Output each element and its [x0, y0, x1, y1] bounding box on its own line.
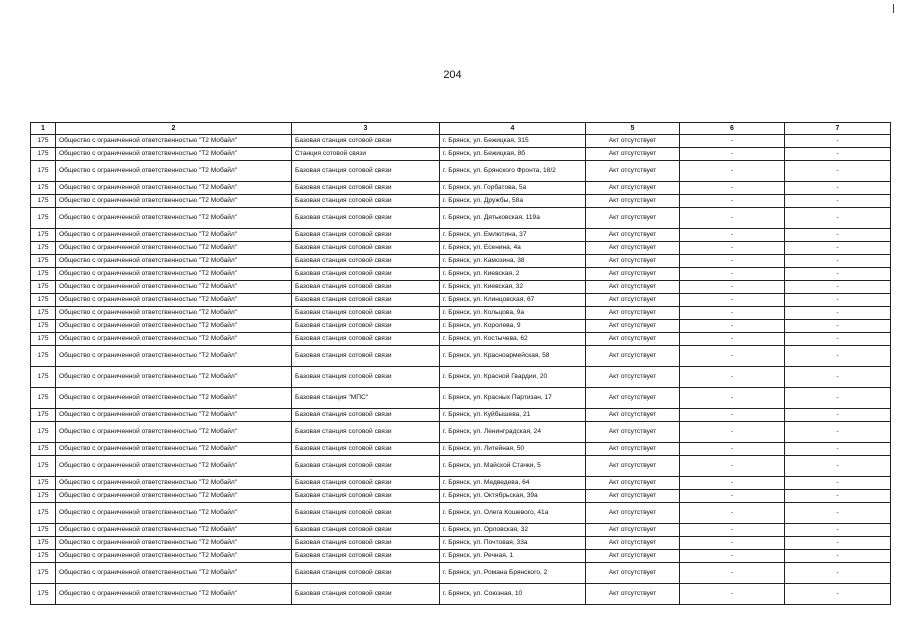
cell-act-status: Акт отсутствует — [586, 443, 680, 456]
cell-col-6: - — [680, 281, 785, 294]
cell-number: 175 — [31, 477, 56, 490]
cell-act-status: Акт отсутствует — [586, 490, 680, 503]
cell-act-status: Акт отсутствует — [586, 182, 680, 195]
table-row — [31, 490, 891, 503]
cell-object-type: Базовая станция сотовой связи — [292, 524, 440, 537]
cell-address: г. Брянск, ул. Клинцовская, 67 — [440, 294, 586, 307]
cell-col-6: - — [680, 161, 785, 182]
cell-address: г. Брянск, ул. Красной Гвардии, 20 — [440, 367, 586, 388]
cell-act-status: Акт отсутствует — [586, 307, 680, 320]
cell-address: г. Брянск, ул. Орловская, 32 — [440, 524, 586, 537]
cell-col-7: - — [785, 422, 891, 443]
cell-organization: Общество с ограниченной ответственностью "Т2 Мобайл" — [56, 563, 292, 584]
cell-act-status: Акт отсутствует — [586, 268, 680, 281]
cell-number: 175 — [31, 550, 56, 563]
cell-object-type: Базовая станция сотовой связи — [292, 333, 440, 346]
cell-act-status: Акт отсутствует — [586, 208, 680, 229]
cell-col-7: - — [785, 477, 891, 490]
column-header-6: 6 — [680, 123, 785, 135]
cell-address: г. Брянск, ул. Емлютина, 37 — [440, 229, 586, 242]
cell-act-status: Акт отсутствует — [586, 320, 680, 333]
cell-col-7: - — [785, 268, 891, 281]
cell-col-7: - — [785, 135, 891, 148]
cell-number: 175 — [31, 584, 56, 605]
cell-object-type: Базовая станция сотовой связи — [292, 584, 440, 605]
cell-number: 175 — [31, 537, 56, 550]
cell-organization: Общество с ограниченной ответственностью "Т2 Мобайл" — [56, 294, 292, 307]
cell-col-7: - — [785, 443, 891, 456]
cell-organization: Общество с ограниченной ответственностью "Т2 Мобайл" — [56, 208, 292, 229]
cell-col-6: - — [680, 195, 785, 208]
column-header-3: 3 — [292, 123, 440, 135]
cell-address: г. Брянск, ул. Киевская, 32 — [440, 281, 586, 294]
cell-act-status: Акт отсутствует — [586, 229, 680, 242]
cell-col-6: - — [680, 135, 785, 148]
cell-address: г. Брянск, ул. Майской Стачки, 5 — [440, 456, 586, 477]
cell-object-type: Базовая станция сотовой связи — [292, 477, 440, 490]
cell-col-7: - — [785, 281, 891, 294]
cell-col-7: - — [785, 490, 891, 503]
cell-act-status: Акт отсутствует — [586, 563, 680, 584]
cell-address: г. Брянск, ул. Речная, 1 — [440, 550, 586, 563]
cell-act-status: Акт отсутствует — [586, 477, 680, 490]
table-row — [31, 524, 891, 537]
cell-organization: Общество с ограниченной ответственностью "Т2 Мобайл" — [56, 503, 292, 524]
cell-col-6: - — [680, 182, 785, 195]
cell-object-type: Базовая станция сотовой связи — [292, 422, 440, 443]
table-row — [31, 242, 891, 255]
cell-col-7: - — [785, 563, 891, 584]
cell-object-type: Базовая станция сотовой связи — [292, 268, 440, 281]
column-header-1: 1 — [31, 123, 56, 135]
cell-col-7: - — [785, 242, 891, 255]
cell-organization: Общество с ограниченной ответственностью "Т2 Мобайл" — [56, 182, 292, 195]
cell-organization: Общество с ограниченной ответственностью "Т2 Мобайл" — [56, 443, 292, 456]
cell-number: 175 — [31, 307, 56, 320]
cell-address: г. Брянск, ул. Бежицкая, 315 — [440, 135, 586, 148]
cell-number: 175 — [31, 524, 56, 537]
cell-act-status: Акт отсутствует — [586, 550, 680, 563]
cell-number: 175 — [31, 456, 56, 477]
cell-organization: Общество с ограниченной ответственностью "Т2 Мобайл" — [56, 584, 292, 605]
table-row — [31, 135, 891, 148]
table-row — [31, 307, 891, 320]
cell-object-type: Базовая станция сотовой связи — [292, 503, 440, 524]
cell-object-type: Базовая станция сотовой связи — [292, 229, 440, 242]
cell-object-type: Базовая станция сотовой связи — [292, 409, 440, 422]
cell-act-status: Акт отсутствует — [586, 584, 680, 605]
cell-act-status: Акт отсутствует — [586, 281, 680, 294]
cell-object-type: Базовая станция сотовой связи — [292, 537, 440, 550]
cell-number: 175 — [31, 490, 56, 503]
cell-organization: Общество с ограниченной ответственностью "Т2 Мобайл" — [56, 550, 292, 563]
cell-number: 175 — [31, 208, 56, 229]
cell-col-7: - — [785, 182, 891, 195]
table-row — [31, 333, 891, 346]
cell-col-6: - — [680, 320, 785, 333]
cell-act-status: Акт отсутствует — [586, 294, 680, 307]
column-header-5: 5 — [586, 123, 680, 135]
cell-col-6: - — [680, 409, 785, 422]
cell-organization: Общество с ограниченной ответственностью "Т2 Мобайл" — [56, 524, 292, 537]
cell-address: г. Брянск, ул. Есенина, 4а — [440, 242, 586, 255]
cell-act-status: Акт отсутствует — [586, 195, 680, 208]
cell-act-status: Акт отсутствует — [586, 255, 680, 268]
cell-object-type: Базовая станция сотовой связи — [292, 281, 440, 294]
cell-col-7: - — [785, 195, 891, 208]
cell-organization: Общество с ограниченной ответственностью "Т2 Мобайл" — [56, 255, 292, 268]
cell-col-7: - — [785, 550, 891, 563]
cell-col-7: - — [785, 333, 891, 346]
table-row — [31, 281, 891, 294]
cell-address: г. Брянск, ул. Красноармейская, 58 — [440, 346, 586, 367]
cell-number: 175 — [31, 563, 56, 584]
cell-organization: Общество с ограниченной ответственностью "Т2 Мобайл" — [56, 148, 292, 161]
cell-col-6: - — [680, 537, 785, 550]
cell-number: 175 — [31, 195, 56, 208]
cell-col-6: - — [680, 307, 785, 320]
cell-col-7: - — [785, 409, 891, 422]
cell-object-type: Базовая станция сотовой связи — [292, 443, 440, 456]
cell-object-type: Базовая станция сотовой связи — [292, 550, 440, 563]
cell-col-6: - — [680, 563, 785, 584]
cell-address: г. Брянск, ул. Ленинградская, 24 — [440, 422, 586, 443]
cell-address: г. Брянск, ул. Кольцова, 9а — [440, 307, 586, 320]
cell-act-status: Акт отсутствует — [586, 242, 680, 255]
cell-col-6: - — [680, 294, 785, 307]
cell-number: 175 — [31, 333, 56, 346]
cell-col-6: - — [680, 503, 785, 524]
cell-organization: Общество с ограниченной ответственностью "Т2 Мобайл" — [56, 307, 292, 320]
cell-col-6: - — [680, 456, 785, 477]
cell-act-status: Акт отсутствует — [586, 161, 680, 182]
cell-number: 175 — [31, 182, 56, 195]
header-row — [31, 123, 891, 135]
cell-col-6: - — [680, 584, 785, 605]
table-row — [31, 503, 891, 524]
table-row — [31, 208, 891, 229]
cell-act-status: Акт отсутствует — [586, 367, 680, 388]
cell-number: 175 — [31, 148, 56, 161]
cell-object-type: Базовая станция сотовой связи — [292, 307, 440, 320]
cell-act-status: Акт отсутствует — [586, 346, 680, 367]
cell-col-6: - — [680, 443, 785, 456]
cell-col-7: - — [785, 388, 891, 409]
cell-object-type: Станция сотовой связи — [292, 148, 440, 161]
cell-act-status: Акт отсутствует — [586, 524, 680, 537]
cell-address: г. Брянск, ул. Олега Кошевого, 41а — [440, 503, 586, 524]
table-row — [31, 563, 891, 584]
cell-col-6: - — [680, 255, 785, 268]
cell-col-6: - — [680, 346, 785, 367]
cell-act-status: Акт отсутствует — [586, 422, 680, 443]
table-row — [31, 388, 891, 409]
cell-col-7: - — [785, 537, 891, 550]
cell-col-6: - — [680, 422, 785, 443]
table-row — [31, 422, 891, 443]
cell-act-status: Акт отсутствует — [586, 135, 680, 148]
cell-col-6: - — [680, 208, 785, 229]
cell-object-type: Базовая станция сотовой связи — [292, 255, 440, 268]
page-edge-mark — [893, 4, 894, 13]
table-row — [31, 584, 891, 605]
cell-address: г. Брянск, ул. Костычева, 62 — [440, 333, 586, 346]
table-row — [31, 182, 891, 195]
cell-col-6: - — [680, 229, 785, 242]
cell-object-type: Базовая станция сотовой связи — [292, 161, 440, 182]
cell-col-6: - — [680, 388, 785, 409]
table-row — [31, 229, 891, 242]
column-header-7: 7 — [785, 123, 891, 135]
cell-col-7: - — [785, 320, 891, 333]
cell-object-type: Базовая станция "МПС" — [292, 388, 440, 409]
cell-address: г. Брянск, ул. Красных Партизан, 17 — [440, 388, 586, 409]
cell-col-6: - — [680, 333, 785, 346]
cell-number: 175 — [31, 503, 56, 524]
table-row — [31, 550, 891, 563]
cell-object-type: Базовая станция сотовой связи — [292, 208, 440, 229]
cell-col-7: - — [785, 503, 891, 524]
cell-col-7: - — [785, 294, 891, 307]
cell-address: г. Брянск, ул. Медведева, 64 — [440, 477, 586, 490]
cell-organization: Общество с ограниченной ответственностью "Т2 Мобайл" — [56, 281, 292, 294]
table-row — [31, 409, 891, 422]
cell-col-6: - — [680, 367, 785, 388]
table-row — [31, 537, 891, 550]
cell-organization: Общество с ограниченной ответственностью "Т2 Мобайл" — [56, 333, 292, 346]
cell-address: г. Брянск, ул. Дружбы, 58а — [440, 195, 586, 208]
table-row — [31, 255, 891, 268]
cell-organization: Общество с ограниченной ответственностью "Т2 Мобайл" — [56, 161, 292, 182]
cell-organization: Общество с ограниченной ответственностью "Т2 Мобайл" — [56, 229, 292, 242]
cell-address: г. Брянск, ул. Дятьковская, 119а — [440, 208, 586, 229]
cell-number: 175 — [31, 388, 56, 409]
cell-col-6: - — [680, 524, 785, 537]
cell-object-type: Базовая станция сотовой связи — [292, 346, 440, 367]
cell-number: 175 — [31, 281, 56, 294]
cell-object-type: Базовая станция сотовой связи — [292, 294, 440, 307]
cell-act-status: Акт отсутствует — [586, 333, 680, 346]
table-row — [31, 346, 891, 367]
table-row — [31, 195, 891, 208]
cell-act-status: Акт отсутствует — [586, 148, 680, 161]
table-row — [31, 456, 891, 477]
cell-number: 175 — [31, 422, 56, 443]
cell-organization: Общество с ограниченной ответственностью "Т2 Мобайл" — [56, 268, 292, 281]
cell-organization: Общество с ограниченной ответственностью "Т2 Мобайл" — [56, 409, 292, 422]
cell-act-status: Акт отсутствует — [586, 503, 680, 524]
cell-object-type: Базовая станция сотовой связи — [292, 182, 440, 195]
cell-object-type: Базовая станция сотовой связи — [292, 135, 440, 148]
cell-object-type: Базовая станция сотовой связи — [292, 242, 440, 255]
cell-organization: Общество с ограниченной ответственностью "Т2 Мобайл" — [56, 346, 292, 367]
cell-number: 175 — [31, 367, 56, 388]
table-row — [31, 443, 891, 456]
cell-act-status: Акт отсутствует — [586, 409, 680, 422]
table-row — [31, 367, 891, 388]
cell-organization: Общество с ограниченной ответственностью "Т2 Мобайл" — [56, 537, 292, 550]
cell-number: 175 — [31, 135, 56, 148]
cell-act-status: Акт отсутствует — [586, 388, 680, 409]
cell-address: г. Брянск, ул. Киевская, 2 — [440, 268, 586, 281]
cell-address: г. Брянск, ул. Бежицкая, 8б — [440, 148, 586, 161]
cell-col-7: - — [785, 346, 891, 367]
cell-address: г. Брянск, ул. Камозина, 38 — [440, 255, 586, 268]
cell-organization: Общество с ограниченной ответственностью "Т2 Мобайл" — [56, 242, 292, 255]
cell-address: г. Брянск, ул. Союзная, 10 — [440, 584, 586, 605]
cell-number: 175 — [31, 443, 56, 456]
cell-address: г. Брянск, ул. Брянского Фронта, 18/2 — [440, 161, 586, 182]
cell-col-7: - — [785, 524, 891, 537]
cell-organization: Общество с ограниченной ответственностью "Т2 Мобайл" — [56, 388, 292, 409]
cell-organization: Общество с ограниченной ответственностью "Т2 Мобайл" — [56, 422, 292, 443]
cell-address: г. Брянск, ул. Романа Брянского, 2 — [440, 563, 586, 584]
cell-number: 175 — [31, 229, 56, 242]
table-row — [31, 268, 891, 281]
cell-organization: Общество с ограниченной ответственностью "Т2 Мобайл" — [56, 195, 292, 208]
column-header-4: 4 — [440, 123, 586, 135]
cell-address: г. Брянск, ул. Литейная, 50 — [440, 443, 586, 456]
cell-number: 175 — [31, 294, 56, 307]
cell-number: 175 — [31, 409, 56, 422]
cell-object-type: Базовая станция сотовой связи — [292, 195, 440, 208]
cell-col-6: - — [680, 490, 785, 503]
cell-object-type: Базовая станция сотовой связи — [292, 456, 440, 477]
cell-number: 175 — [31, 255, 56, 268]
cell-col-6: - — [680, 148, 785, 161]
cell-act-status: Акт отсутствует — [586, 537, 680, 550]
cell-col-7: - — [785, 148, 891, 161]
cell-act-status: Акт отсутствует — [586, 456, 680, 477]
cell-col-7: - — [785, 367, 891, 388]
cell-col-7: - — [785, 255, 891, 268]
cell-col-7: - — [785, 456, 891, 477]
table-row — [31, 161, 891, 182]
cell-object-type: Базовая станция сотовой связи — [292, 490, 440, 503]
cell-col-7: - — [785, 307, 891, 320]
cell-organization: Общество с ограниченной ответственностью "Т2 Мобайл" — [56, 490, 292, 503]
cell-address: г. Брянск, ул. Горбатова, 5а — [440, 182, 586, 195]
cell-col-6: - — [680, 477, 785, 490]
cell-col-6: - — [680, 242, 785, 255]
register-table — [30, 122, 891, 605]
page-number: 204 — [443, 69, 462, 81]
table-row — [31, 294, 891, 307]
cell-number: 175 — [31, 346, 56, 367]
cell-object-type: Базовая станция сотовой связи — [292, 367, 440, 388]
cell-col-7: - — [785, 584, 891, 605]
column-header-2: 2 — [56, 123, 292, 135]
cell-organization: Общество с ограниченной ответственностью "Т2 Мобайл" — [56, 135, 292, 148]
cell-number: 175 — [31, 268, 56, 281]
cell-address: г. Брянск, ул. Куйбышева, 21 — [440, 409, 586, 422]
cell-number: 175 — [31, 242, 56, 255]
table-row — [31, 148, 891, 161]
cell-address: г. Брянск, ул. Королева, 9 — [440, 320, 586, 333]
cell-address: г. Брянск, ул. Почтовая, 33а — [440, 537, 586, 550]
cell-organization: Общество с ограниченной ответственностью "Т2 Мобайл" — [56, 477, 292, 490]
table-body — [31, 135, 891, 605]
cell-col-6: - — [680, 268, 785, 281]
cell-col-7: - — [785, 229, 891, 242]
cell-address: г. Брянск, ул. Октябрьская, 39а — [440, 490, 586, 503]
cell-object-type: Базовая станция сотовой связи — [292, 563, 440, 584]
cell-organization: Общество с ограниченной ответственностью "Т2 Мобайл" — [56, 367, 292, 388]
cell-number: 175 — [31, 161, 56, 182]
cell-object-type: Базовая станция сотовой связи — [292, 320, 440, 333]
cell-organization: Общество с ограниченной ответственностью "Т2 Мобайл" — [56, 456, 292, 477]
cell-col-7: - — [785, 161, 891, 182]
table-row — [31, 320, 891, 333]
cell-number: 175 — [31, 320, 56, 333]
cell-organization: Общество с ограниченной ответственностью "Т2 Мобайл" — [56, 320, 292, 333]
table-row — [31, 477, 891, 490]
cell-col-7: - — [785, 208, 891, 229]
cell-col-6: - — [680, 550, 785, 563]
